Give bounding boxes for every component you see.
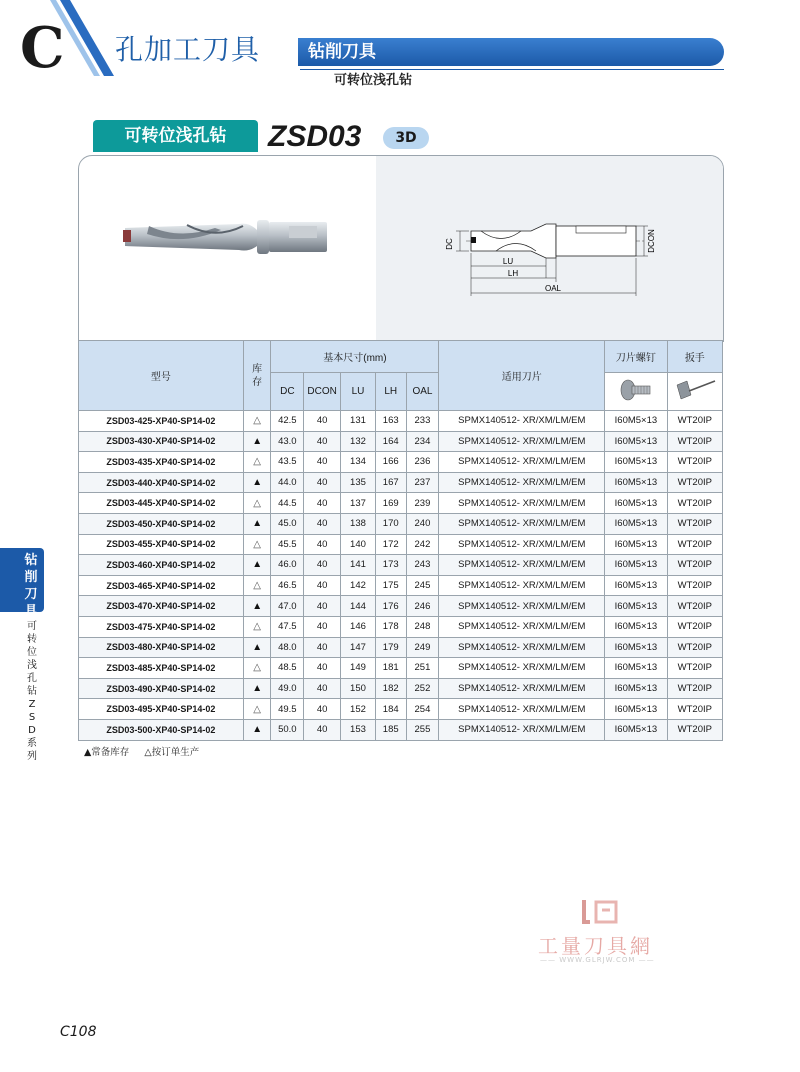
table-row — [79, 534, 723, 555]
header-screw: 刀片螺钉 — [605, 341, 667, 373]
sub-subcategory-title: 可转位浅孔钻 — [334, 73, 413, 88]
cell-lh: 176 — [375, 596, 406, 617]
cell-insert: SPMX140512- XR/XM/LM/EM — [439, 513, 605, 534]
product-code: ZSD03 — [268, 120, 362, 153]
header-dcon: DCON — [304, 373, 341, 411]
table-row — [79, 472, 723, 493]
header-lh: LH — [375, 373, 406, 411]
product-image-panel — [78, 155, 724, 342]
cell-insert: SPMX140512- XR/XM/LM/EM — [439, 555, 605, 576]
cell-dcon: 40 — [304, 637, 341, 658]
cell-wrench: WT20IP — [667, 555, 722, 576]
cell-model: ZSD03-465-XP40-SP14-02 — [79, 575, 244, 596]
cell-lu: 135 — [341, 472, 376, 493]
cell-stock: △ — [243, 534, 271, 555]
cell-wrench: WT20IP — [667, 616, 722, 637]
legend-in-stock: ▲常备库存 — [84, 747, 130, 758]
cell-stock: ▲ — [243, 719, 271, 740]
cell-lu: 132 — [341, 431, 376, 452]
cell-model: ZSD03-495-XP40-SP14-02 — [79, 699, 244, 720]
cell-screw: I60M5×13 — [605, 534, 667, 555]
cell-model: ZSD03-470-XP40-SP14-02 — [79, 596, 244, 617]
cell-lu: 138 — [341, 513, 376, 534]
cell-lh: 163 — [375, 411, 406, 432]
cell-model: ZSD03-480-XP40-SP14-02 — [79, 637, 244, 658]
cell-dc: 49.0 — [271, 678, 304, 699]
cell-oal: 236 — [406, 452, 439, 473]
watermark-url: —— WWW.GLRJW.COM —— — [540, 956, 655, 964]
cell-dcon: 40 — [304, 411, 341, 432]
table-row — [79, 411, 723, 432]
dim-label-dc: DC — [445, 238, 454, 250]
table-row — [79, 616, 723, 637]
cell-wrench: WT20IP — [667, 452, 722, 473]
cell-model: ZSD03-460-XP40-SP14-02 — [79, 555, 244, 576]
cell-screw: I60M5×13 — [605, 658, 667, 679]
cell-screw: I60M5×13 — [605, 637, 667, 658]
header-insert: 适用刀片 — [439, 341, 605, 411]
cell-insert: SPMX140512- XR/XM/LM/EM — [439, 472, 605, 493]
cell-model: ZSD03-485-XP40-SP14-02 — [79, 658, 244, 679]
cell-dcon: 40 — [304, 575, 341, 596]
cell-stock: △ — [243, 493, 271, 514]
cell-lh: 185 — [375, 719, 406, 740]
cell-lu: 144 — [341, 596, 376, 617]
table-row — [79, 678, 723, 699]
cell-insert: SPMX140512- XR/XM/LM/EM — [439, 699, 605, 720]
cell-lh: 173 — [375, 555, 406, 576]
table-row — [79, 555, 723, 576]
cell-wrench: WT20IP — [667, 699, 722, 720]
header-oal: OAL — [406, 373, 439, 411]
cell-insert: SPMX140512- XR/XM/LM/EM — [439, 452, 605, 473]
dim-label-oal: OAL — [544, 284, 562, 293]
cell-wrench: WT20IP — [667, 431, 722, 452]
cell-screw: I60M5×13 — [605, 452, 667, 473]
cell-stock: ▲ — [243, 596, 271, 617]
cell-insert: SPMX140512- XR/XM/LM/EM — [439, 411, 605, 432]
header-divider — [300, 69, 724, 70]
cell-dcon: 40 — [304, 431, 341, 452]
cell-insert: SPMX140512- XR/XM/LM/EM — [439, 534, 605, 555]
cell-screw: I60M5×13 — [605, 575, 667, 596]
cell-lh: 167 — [375, 472, 406, 493]
cell-wrench: WT20IP — [667, 658, 722, 679]
cell-screw: I60M5×13 — [605, 616, 667, 637]
legend-to-order: △按订单生产 — [144, 747, 200, 758]
product-depth-badge: 3D — [383, 127, 429, 149]
cell-stock: △ — [243, 699, 271, 720]
cell-screw: I60M5×13 — [605, 472, 667, 493]
cell-dc: 42.5 — [271, 411, 304, 432]
table-row — [79, 719, 723, 740]
screw-icon — [616, 377, 656, 403]
cell-lh: 166 — [375, 452, 406, 473]
cell-lu: 150 — [341, 678, 376, 699]
table-row — [79, 596, 723, 617]
cell-wrench: WT20IP — [667, 411, 722, 432]
header-lu: LU — [341, 373, 376, 411]
cell-dcon: 40 — [304, 596, 341, 617]
cell-oal: 237 — [406, 472, 439, 493]
cell-wrench: WT20IP — [667, 534, 722, 555]
cell-dcon: 40 — [304, 513, 341, 534]
cell-stock: ▲ — [243, 637, 271, 658]
cell-wrench: WT20IP — [667, 575, 722, 596]
cell-dc: 49.5 — [271, 699, 304, 720]
cell-dc: 46.0 — [271, 555, 304, 576]
cell-lu: 146 — [341, 616, 376, 637]
cell-oal: 246 — [406, 596, 439, 617]
cell-dc: 47.0 — [271, 596, 304, 617]
cell-dc: 43.0 — [271, 431, 304, 452]
cell-screw: I60M5×13 — [605, 678, 667, 699]
table-row — [79, 452, 723, 473]
cell-oal: 245 — [406, 575, 439, 596]
cell-dc: 50.0 — [271, 719, 304, 740]
cell-insert: SPMX140512- XR/XM/LM/EM — [439, 616, 605, 637]
cell-wrench: WT20IP — [667, 493, 722, 514]
cell-insert: SPMX140512- XR/XM/LM/EM — [439, 637, 605, 658]
cell-wrench: WT20IP — [667, 637, 722, 658]
section-letter: C — [20, 15, 65, 81]
cell-lu: 141 — [341, 555, 376, 576]
cell-model: ZSD03-440-XP40-SP14-02 — [79, 472, 244, 493]
cell-lu: 147 — [341, 637, 376, 658]
header-model: 型号 — [79, 341, 244, 411]
cell-model: ZSD03-430-XP40-SP14-02 — [79, 431, 244, 452]
drill-photo — [119, 206, 339, 266]
cell-oal: 255 — [406, 719, 439, 740]
cell-oal: 242 — [406, 534, 439, 555]
cell-lh: 184 — [375, 699, 406, 720]
cell-lh: 170 — [375, 513, 406, 534]
cell-insert: SPMX140512- XR/XM/LM/EM — [439, 575, 605, 596]
dim-label-lh: LH — [507, 269, 519, 278]
cell-lu: 131 — [341, 411, 376, 432]
screw-image-cell — [605, 373, 667, 411]
cell-dcon: 40 — [304, 616, 341, 637]
cell-lh: 175 — [375, 575, 406, 596]
cell-insert: SPMX140512- XR/XM/LM/EM — [439, 658, 605, 679]
cell-screw: I60M5×13 — [605, 493, 667, 514]
table-row — [79, 493, 723, 514]
cell-oal: 243 — [406, 555, 439, 576]
cell-stock: △ — [243, 411, 271, 432]
cell-lh: 182 — [375, 678, 406, 699]
table-row — [79, 658, 723, 679]
cell-screw: I60M5×13 — [605, 719, 667, 740]
cell-stock: △ — [243, 616, 271, 637]
cell-oal: 254 — [406, 699, 439, 720]
cell-model: ZSD03-490-XP40-SP14-02 — [79, 678, 244, 699]
cell-model: ZSD03-435-XP40-SP14-02 — [79, 452, 244, 473]
cell-insert: SPMX140512- XR/XM/LM/EM — [439, 431, 605, 452]
cell-stock: ▲ — [243, 513, 271, 534]
cell-oal: 251 — [406, 658, 439, 679]
cell-screw: I60M5×13 — [605, 699, 667, 720]
cell-lu: 134 — [341, 452, 376, 473]
cell-dcon: 40 — [304, 534, 341, 555]
cell-lu: 140 — [341, 534, 376, 555]
cell-oal: 240 — [406, 513, 439, 534]
cell-lu: 153 — [341, 719, 376, 740]
cell-insert: SPMX140512- XR/XM/LM/EM — [439, 493, 605, 514]
cell-dc: 43.5 — [271, 452, 304, 473]
cell-wrench: WT20IP — [667, 719, 722, 740]
cell-oal: 252 — [406, 678, 439, 699]
table-row — [79, 699, 723, 720]
cell-dc: 46.5 — [271, 575, 304, 596]
watermark-logo — [580, 896, 622, 926]
cell-insert: SPMX140512- XR/XM/LM/EM — [439, 719, 605, 740]
cell-lu: 152 — [341, 699, 376, 720]
product-spec-table — [78, 340, 723, 741]
cell-wrench: WT20IP — [667, 596, 722, 617]
cell-lh: 178 — [375, 616, 406, 637]
cell-stock: ▲ — [243, 472, 271, 493]
cell-stock: ▲ — [243, 431, 271, 452]
page-number: C108 — [60, 1024, 97, 1040]
cell-model: ZSD03-475-XP40-SP14-02 — [79, 616, 244, 637]
cell-lh: 172 — [375, 534, 406, 555]
cell-dcon: 40 — [304, 472, 341, 493]
cell-dc: 48.5 — [271, 658, 304, 679]
cell-screw: I60M5×13 — [605, 555, 667, 576]
table-row — [79, 575, 723, 596]
stock-legend — [84, 744, 199, 758]
cell-model: ZSD03-425-XP40-SP14-02 — [79, 411, 244, 432]
cell-dcon: 40 — [304, 719, 341, 740]
cell-oal: 239 — [406, 493, 439, 514]
cell-screw: I60M5×13 — [605, 596, 667, 617]
cell-wrench: WT20IP — [667, 678, 722, 699]
cell-oal: 249 — [406, 637, 439, 658]
cell-model: ZSD03-445-XP40-SP14-02 — [79, 493, 244, 514]
cell-screw: I60M5×13 — [605, 411, 667, 432]
cell-wrench: WT20IP — [667, 513, 722, 534]
cell-oal: 248 — [406, 616, 439, 637]
side-chapter-label: 钻削刀具 — [24, 553, 38, 619]
cell-screw: I60M5×13 — [605, 431, 667, 452]
wrench-image-cell — [667, 373, 722, 411]
cell-dc: 44.5 — [271, 493, 304, 514]
subcategory-title: 钻削刀具 — [308, 42, 376, 62]
header-wrench: 扳手 — [667, 341, 722, 373]
cell-lh: 169 — [375, 493, 406, 514]
cell-model: ZSD03-450-XP40-SP14-02 — [79, 513, 244, 534]
cell-lh: 164 — [375, 431, 406, 452]
cell-insert: SPMX140512- XR/XM/LM/EM — [439, 596, 605, 617]
dim-label-dcon: DCON — [647, 229, 656, 253]
cell-lh: 179 — [375, 637, 406, 658]
cell-lu: 142 — [341, 575, 376, 596]
cell-dc: 45.0 — [271, 513, 304, 534]
cell-dcon: 40 — [304, 493, 341, 514]
table-row — [79, 513, 723, 534]
cell-dcon: 40 — [304, 699, 341, 720]
cell-lu: 137 — [341, 493, 376, 514]
cell-stock: △ — [243, 658, 271, 679]
table-row — [79, 637, 723, 658]
cell-stock: ▲ — [243, 678, 271, 699]
category-title: 孔加工刀具 — [115, 33, 261, 66]
dim-label-lu: LU — [502, 257, 514, 266]
cell-model: ZSD03-455-XP40-SP14-02 — [79, 534, 244, 555]
wrench-icon — [671, 377, 719, 403]
cell-dc: 45.5 — [271, 534, 304, 555]
cell-model: ZSD03-500-XP40-SP14-02 — [79, 719, 244, 740]
cell-insert: SPMX140512- XR/XM/LM/EM — [439, 678, 605, 699]
watermark-name: 工量刀具網 — [538, 934, 653, 958]
cell-oal: 233 — [406, 411, 439, 432]
cell-dcon: 40 — [304, 658, 341, 679]
header-stock: 库存 — [243, 341, 271, 411]
cell-screw: I60M5×13 — [605, 513, 667, 534]
cell-stock: △ — [243, 452, 271, 473]
cell-dc: 48.0 — [271, 637, 304, 658]
cell-stock: △ — [243, 575, 271, 596]
side-series-text: 可转位浅孔钻ZSD系列 — [27, 621, 37, 762]
cell-dcon: 40 — [304, 555, 341, 576]
cell-dc: 47.5 — [271, 616, 304, 637]
cell-wrench: WT20IP — [667, 472, 722, 493]
header-dims-group: 基本尺寸(mm) — [271, 341, 439, 373]
product-name: 可转位浅孔钻 — [124, 126, 227, 146]
cell-lh: 181 — [375, 658, 406, 679]
drill-dimension-diagram — [436, 196, 676, 306]
cell-lu: 149 — [341, 658, 376, 679]
table-row — [79, 431, 723, 452]
cell-dcon: 40 — [304, 452, 341, 473]
cell-dcon: 40 — [304, 678, 341, 699]
header-dc: DC — [271, 373, 304, 411]
cell-stock: ▲ — [243, 555, 271, 576]
cell-dc: 44.0 — [271, 472, 304, 493]
cell-oal: 234 — [406, 431, 439, 452]
